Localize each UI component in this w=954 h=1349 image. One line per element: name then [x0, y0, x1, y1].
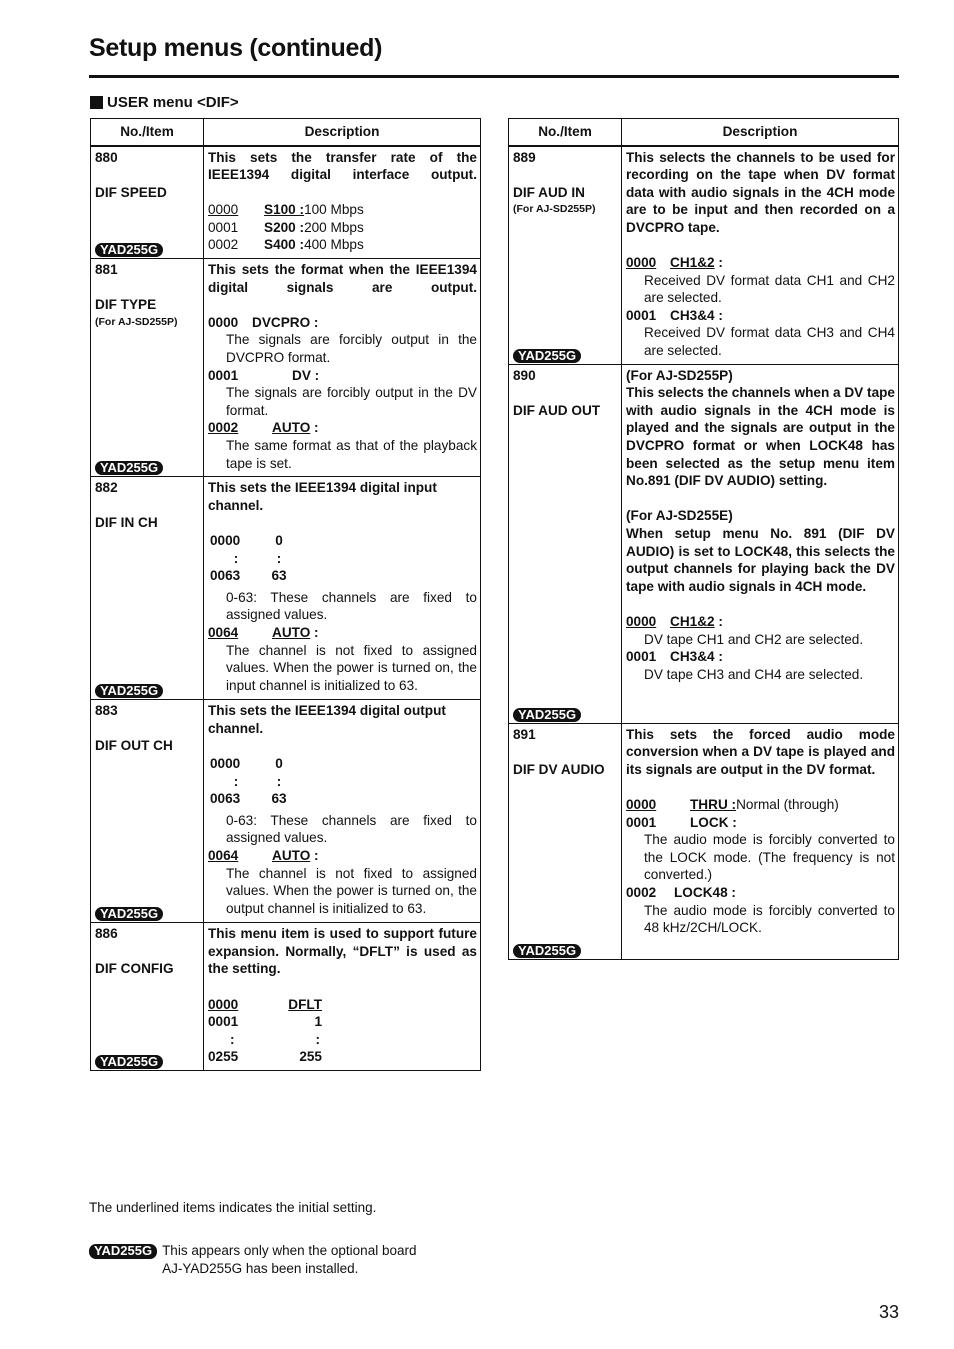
option-text: 200 Mbps [304, 219, 364, 235]
underline-footnote: The underlined items indicates the initial setting. [89, 1200, 377, 1215]
item-description: This menu item is used to support future expansion. Normally, “DFLT” is used as the setting. [208, 926, 477, 977]
description-cell: This sets the IEEE1394 digital input channel. 0000 0 : : 0063 63 0-63: These channels are fixed to assigned values. 0064 AUTO : The channel is not fixed to assigned values. When the power is turned on, the input channel is initialized to 63. [204, 477, 481, 700]
option-text: The channel is not fixed to assigned values. When the power is turned on, the input channel is initialized to 63. [226, 642, 477, 693]
section-heading [90, 94, 239, 111]
yad255g-badge: YAD255G [95, 461, 163, 475]
range-end-value: 63 [271, 568, 287, 584]
option-code: 0000 [626, 797, 657, 812]
yad255g-badge: YAD255G [513, 708, 581, 722]
range-note: 0-63: These channels are fixed to assigned values. [226, 589, 477, 623]
option-code: 0002 [208, 420, 239, 436]
option-label: DV : [292, 367, 320, 383]
option-label: CH1&2 [670, 255, 715, 271]
table-row [509, 364, 899, 723]
header-no-item: No./Item [91, 119, 204, 146]
option-text: The channel is not fixed to assigned values. When the power is turned on, the output channel is initialized to 63. [226, 865, 477, 916]
option-code: 0001 [208, 1014, 239, 1030]
option-code: 0001 [208, 219, 239, 235]
item-description: This sets the IEEE1394 digital input channel. [208, 480, 437, 513]
description-cell [622, 723, 899, 959]
option-code: 0001 [626, 307, 657, 323]
item-description: This selects the channels when a DV tape with audio signals in the 4CH mode is played and the signals are output in the DVCPRO format or when LOCK48 has been selected as the setup menu item No.891 (DIF DV AUDIO) setting. [626, 385, 895, 489]
yad255g-badge: YAD255G [513, 944, 581, 958]
option-text: 100 Mbps [304, 202, 364, 218]
option-code: 0255 [208, 1049, 239, 1065]
yad255g-badge: YAD255G [95, 907, 163, 921]
option-text: The audio mode is forcibly converted to the LOCK mode. (The frequency is not converted.) [644, 832, 895, 883]
item-name: DIF CONFIG [95, 961, 174, 977]
item-description: This selects the channels to be used for recording on the tape when DV format data with audio signals in the 4CH mode are to be input and then recorded on a DVCPRO tape. [626, 149, 895, 235]
option-code: 0001 [626, 649, 657, 665]
option-code: 0001 [626, 814, 657, 830]
table-row [509, 723, 899, 959]
range-start-code: 0000 [210, 755, 241, 771]
item-cell [91, 477, 204, 700]
option-label: AUTO [272, 420, 311, 436]
option-label: LOCK48 : [674, 884, 736, 900]
option-label: S100 : [264, 202, 305, 218]
item-name: DIF TYPE [95, 297, 157, 313]
option-text: 400 Mbps [304, 237, 364, 253]
model-heading: (For AJ-SD255P) [626, 367, 733, 383]
page-title: Setup menus (continued) [89, 34, 383, 62]
option-code: 0000 [626, 613, 657, 629]
item-cell [509, 723, 622, 959]
item-name: DIF OUT CH [95, 738, 173, 754]
option-value: 255 [299, 1049, 322, 1065]
option-code: 0002 [208, 237, 239, 253]
item-cell [91, 259, 204, 477]
page-number: 33 [878, 1302, 899, 1322]
item-name: DIF SPEED [95, 184, 167, 200]
yad255g-badge: YAD255G [89, 1244, 157, 1259]
range-note: 0-63: These channels are fixed to assigned values. [226, 812, 477, 846]
item-name: DIF DV AUDIO [513, 761, 605, 777]
item-description: This sets the transfer rate of the IEEE1394 digital interface output. [208, 149, 477, 183]
item-number: 889 [513, 149, 536, 165]
item-name: DIF IN CH [95, 515, 158, 531]
item-description: This sets the forced audio mode conversion when a DV tape is played and its signals are output in the DV format. [626, 726, 895, 777]
option-code: 0000 [208, 996, 239, 1012]
option-label: LOCK : [690, 814, 737, 830]
description-cell: This sets the IEEE1394 digital output channel. 0000 0 : : 0063 63 0-63: These channels are fixed to assigned values. 0064 AUTO : The channel is not fixed to assigned values. When the power is turned on, the output channel is initialized to 63. [204, 700, 481, 923]
option-label: CH3&4 : [670, 649, 723, 665]
yad255g-badge: YAD255G [95, 1055, 163, 1069]
option-text: Normal (through) [736, 797, 839, 812]
table-row [91, 259, 481, 477]
option-label: AUTO [272, 624, 311, 640]
item-number: 883 [95, 703, 118, 719]
item-model-note: (For AJ-SD255P) [95, 315, 178, 328]
option-code: 0064 [208, 624, 239, 640]
option-text: The signals are forcibly output in the DV format. [226, 385, 477, 418]
option-label: DVCPRO : [252, 314, 319, 330]
square-bullet-icon [90, 96, 103, 109]
yad255g-badge: YAD255G [95, 684, 163, 698]
option-text: DV tape CH3 and CH4 are selected. [644, 666, 864, 682]
option-label: CH1&2 [670, 613, 715, 629]
description-cell: This selects the channels to be used for recording on the tape when DV format data with audio signals in the 4CH mode are to be input and then recorded on a DVCPRO tape. 0000 CH1&2 : Received DV format data CH1 and CH2 are selected. 0001 CH3&4 : Received DV format data CH3 and CH4 are selected. [622, 146, 899, 365]
description-cell: This sets the format when the IEEE1394 digital signals are output. 0000 DVCPRO : The signals are forcibly output in the DVCPRO format. 0001 DV : The signals are forcibly output in the DV format. 0002 AUTO : The same format as that of the playback tape is set. [204, 259, 481, 477]
item-name: DIF AUD OUT [513, 402, 601, 418]
option-label: CH3&4 : [670, 307, 723, 323]
badge-footnote [89, 1242, 416, 1277]
option-code: 0000 [208, 202, 239, 218]
option-text: The same format as that of the playback tape is set. [226, 438, 477, 471]
option-code: 0000 [208, 314, 239, 330]
option-value: 1 [314, 1014, 322, 1030]
item-cell [91, 146, 204, 259]
option-text: Received DV format data CH1 and CH2 are selected. [644, 272, 895, 306]
yad255g-badge: YAD255G [513, 349, 581, 363]
range-start-value: 0 [275, 755, 283, 771]
item-name: DIF AUD IN [513, 184, 585, 200]
range-end-value: 63 [271, 791, 287, 807]
item-cell [91, 923, 204, 1071]
item-number: 881 [95, 262, 118, 278]
header-description: Description [622, 119, 899, 146]
item-number: 890 [513, 367, 536, 383]
range-end-code: 0063 [210, 791, 241, 807]
option-code: 0001 [208, 367, 239, 383]
header-description: Description [204, 119, 481, 146]
option-code: 0064 [208, 847, 239, 863]
option-text: The signals are forcibly output in the DVCPRO format. [226, 332, 477, 366]
option-code: 0000 [626, 255, 657, 271]
description-cell: (For AJ-SD255P) This selects the channels when a DV tape with audio signals in the 4CH mode is played and the signals are output in the DVCPRO format or when LOCK48 has been selected as the setup menu item No.891 (DIF DV AUDIO) setting. (For AJ-SD255E) When setup menu No. 891 (DIF DV AUDIO) is set to LOCK48, this selects the output channels for playing back the DV tape with audio signals in 4CH mode. 0000 CH1&2 : DV tape CH1 and CH2 are selected. 0001 CH3&4 : DV tape CH3 and CH4 are selected. [622, 364, 899, 723]
option-label: THRU : [690, 797, 737, 812]
item-model-note: (For AJ-SD255P) [513, 203, 596, 216]
header-no-item: No./Item [509, 119, 622, 146]
table-row [509, 146, 899, 365]
option-text: Received DV format data CH3 and CH4 are selected. [644, 325, 895, 359]
item-cell [509, 364, 622, 723]
item-description: This sets the IEEE1394 digital output channel. [208, 703, 446, 736]
section-title: USER menu <DIF> [107, 94, 239, 111]
item-number: 880 [95, 149, 118, 165]
range-end-code: 0063 [210, 568, 241, 584]
table-row [91, 923, 481, 1071]
table-row [91, 700, 481, 923]
option-value: DFLT [288, 996, 322, 1012]
item-number: 886 [95, 926, 118, 942]
table-row [91, 477, 481, 700]
table-row [91, 146, 481, 259]
description-cell [204, 146, 481, 259]
item-number: 891 [513, 726, 536, 742]
description-cell: This menu item is used to support future expansion. Normally, “DFLT” is used as the setting. 0000 DFLT 0001 1 : : 0255 255 [204, 923, 481, 1071]
model-heading: (For AJ-SD255E) [626, 508, 733, 524]
left-menu-table [90, 118, 481, 1071]
option-label: S400 : [264, 237, 305, 253]
yad255g-badge: YAD255G [95, 243, 163, 257]
option-label: S200 : [264, 219, 305, 235]
item-description: When setup menu No. 891 (DIF DV AUDIO) is set to LOCK48, this selects the output channels for playing back the DV tape with audio signals in 4CH mode. [626, 525, 895, 594]
option-text: The audio mode is forcibly converted to 48 kHz/2CH/LOCK. [644, 902, 895, 936]
item-description: This sets the format when the IEEE1394 digital signals are output. [208, 262, 477, 295]
badge-note-line: AJ-YAD255G has been installed. [162, 1260, 359, 1276]
badge-note-line: This appears only when the optional board [162, 1243, 417, 1258]
option-label: AUTO [272, 847, 311, 863]
range-start-code: 0000 [210, 532, 241, 548]
range-start-value: 0 [275, 532, 283, 548]
item-number: 882 [95, 480, 118, 496]
option-text: DV tape CH1 and CH2 are selected. [644, 631, 864, 647]
option-code: 0002 [626, 884, 657, 900]
item-cell [91, 700, 204, 923]
title-rule [89, 75, 899, 78]
item-cell [509, 146, 622, 365]
right-menu-table [508, 118, 899, 960]
